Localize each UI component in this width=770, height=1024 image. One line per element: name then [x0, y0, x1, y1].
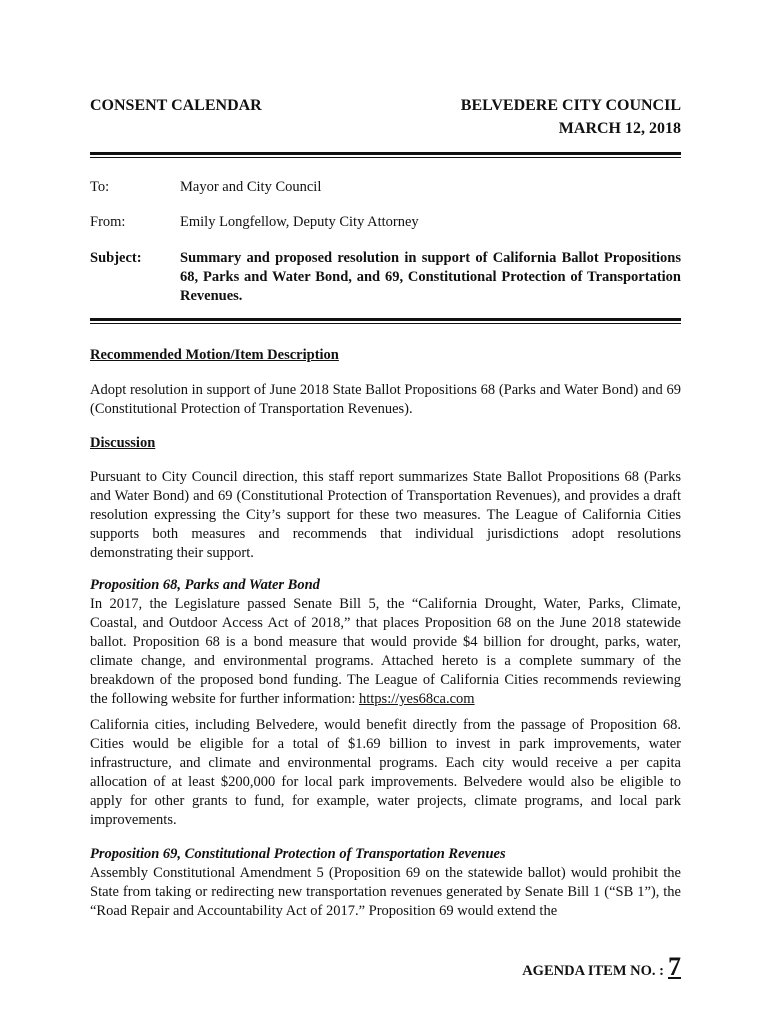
- prop68-section: [90, 576, 681, 709]
- agenda-item-footer: [522, 952, 681, 982]
- discussion-text: Pursuant to City Council direction, this staff report summarizes State Ballot Propositions 68 (Parks and Water Bond) and 69 (Constitutional Protection of Transportation Revenues), and provides a draft resolution expressing the City’s support for these two measures. The League of California Cities supports both measures and recommends that individual jurisdictions adopt resolutions demonstrating their support.: [90, 469, 681, 561]
- subject-label: Subject:: [90, 250, 142, 266]
- prop68-paragraph: [90, 595, 681, 709]
- agenda-item-number: 7: [668, 952, 681, 981]
- recommended-text: Adopt resolution in support of June 2018 State Ballot Propositions 68 (Parks and Water Bond) and 69 (Constitutional Protection of Transportation Revenues).: [90, 382, 681, 417]
- agenda-item-label: AGENDA ITEM NO. :: [522, 963, 664, 979]
- consent-calendar-label: CONSENT CALENDAR: [90, 97, 262, 114]
- from-label: From:: [90, 214, 126, 230]
- prop69-heading: Proposition 69, Constitutional Protection of Transportation Revenues: [90, 846, 506, 862]
- subject-value: Summary and proposed resolution in support of California Ballot Propositions 68, Parks and Water Bond, and 69, Constitutional Protection of Transportation Revenues.: [180, 250, 681, 304]
- memo-divider: [90, 318, 681, 324]
- prop69-text: Assembly Constitutional Amendment 5 (Proposition 69 on the statewide ballot) would prohibit the State from taking or redirecting new transportation revenues generated by Senate Bill 1 (“SB 1”), the “Road Repair and Accountability Act of 2017.” Proposition 69 would extend the: [90, 865, 681, 919]
- meeting-date: MARCH 12, 2018: [558, 120, 681, 137]
- council-name: BELVEDERE CITY COUNCIL: [460, 97, 681, 114]
- discussion-heading: Discussion: [90, 435, 156, 451]
- from-value: Emily Longfellow, Deputy City Attorney: [180, 214, 419, 230]
- prop69-section: [90, 845, 681, 921]
- header-divider: [90, 152, 681, 158]
- to-value: Mayor and City Council: [180, 179, 322, 195]
- recommended-heading: Recommended Motion/Item Description: [90, 347, 339, 363]
- prop68-text: In 2017, the Legislature passed Senate Bill 5, the “California Drought, Water, Parks, Climate, Coastal, and Outdoor Access Act of 2018,” that places Proposition 68 on the June 2018 statewide ballot. Proposition 68 is a bond measure that would provide $4 billion for drought, parks, water, climate change, and environmental programs. Attached hereto is a complete summary of the breakdown of the proposed bond funding. The League of California Cities recommends reviewing the following website for further information:: [90, 596, 681, 707]
- prop68-cities-text: California cities, including Belvedere, would benefit directly from the passage of Proposition 68. Cities would be eligible for a total of $1.69 billion to invest in park improvements, water infrastructure, and climate and environmental programs. Each city would receive a per capita allocation of at least $200,000 for local park improvements. Belvedere would also be eligible to apply for other grants to fund, for example, water projects, climate programs, and local park improvements.: [90, 717, 681, 828]
- document-page: [90, 0, 681, 1024]
- to-label: To:: [90, 179, 110, 195]
- council-meeting-block: [461, 94, 681, 140]
- prop68-heading: Proposition 68, Parks and Water Bond: [90, 577, 320, 593]
- yes68-link[interactable]: https://yes68ca.com: [359, 691, 475, 707]
